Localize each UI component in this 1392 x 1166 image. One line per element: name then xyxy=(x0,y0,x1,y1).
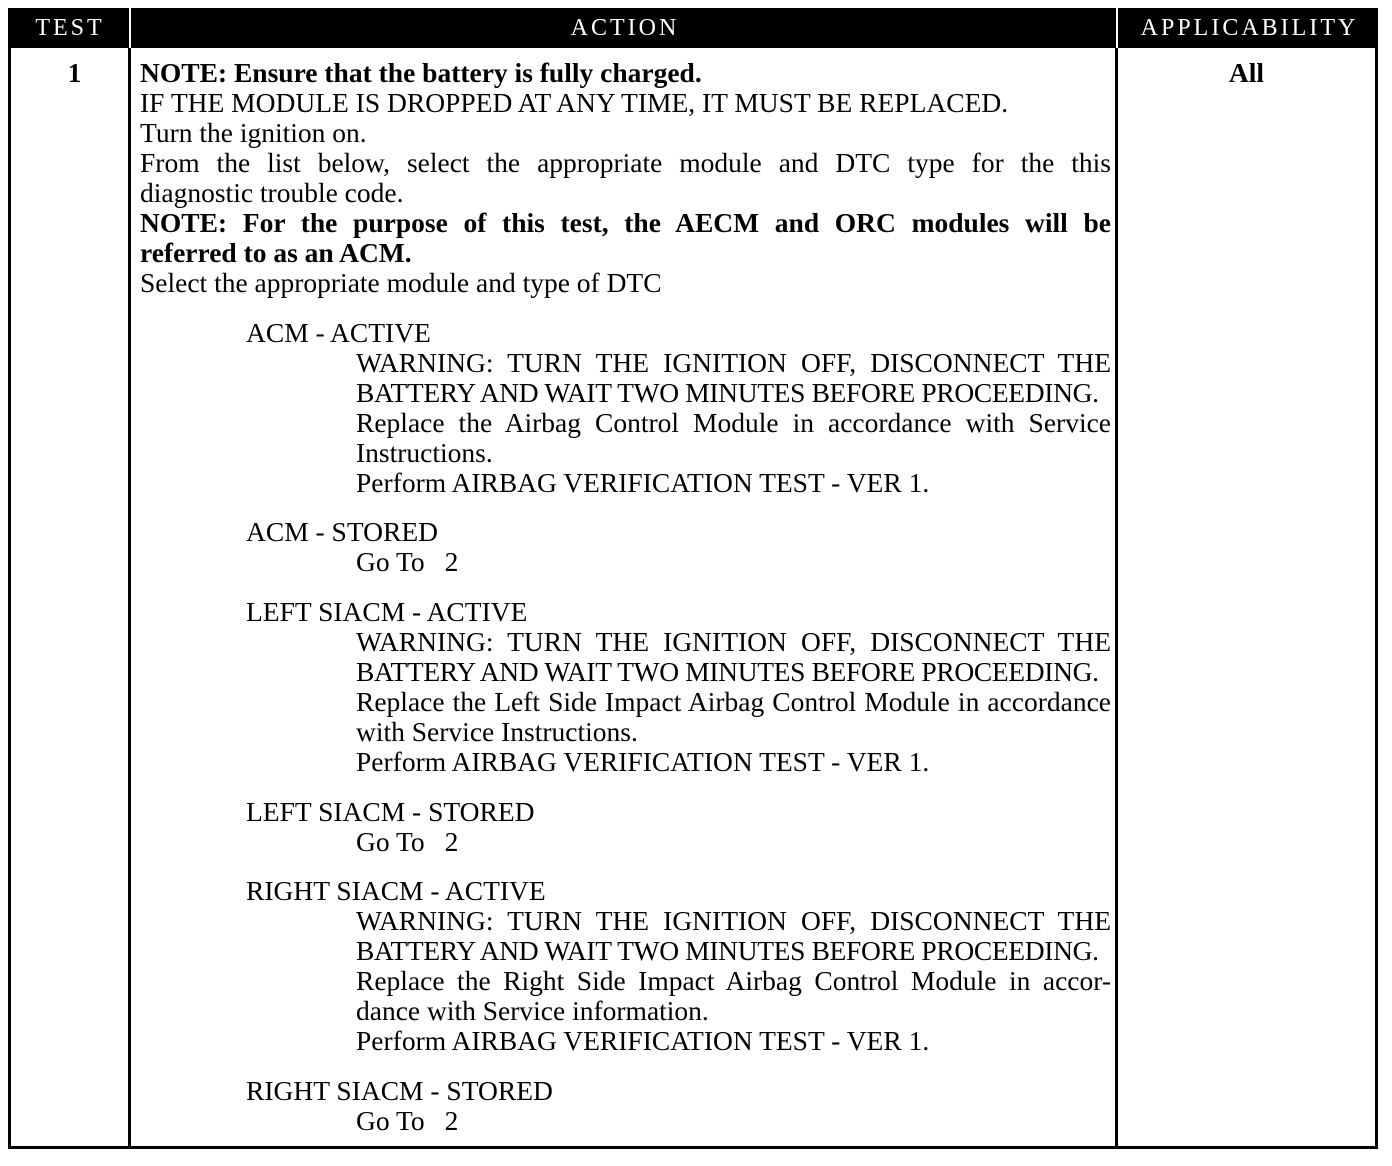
module-dropped-warning: IF THE MODULE IS DROPPED AT ANY TIME, IT MUST BE REPLACED. xyxy=(140,87,1009,118)
goto-test-number: 2 xyxy=(444,546,459,578)
header-test: TEST xyxy=(8,8,129,48)
ignition-on-step: Turn the ignition on. xyxy=(140,117,367,148)
table-row xyxy=(8,48,1378,1149)
warning-line: WARNING: TURN THE IGNITION OFF, DISCONNECT THE xyxy=(356,626,1111,658)
select-dtc-type-instruction: Select the appropriate module and type of DTC xyxy=(140,267,662,298)
test-number: 1 xyxy=(67,57,82,88)
goto-step xyxy=(356,547,1111,577)
header-applicability: APPLICABILITY xyxy=(1118,8,1378,48)
dtc-option-left-siacm-active xyxy=(140,597,1111,777)
option-label: LEFT SIACM - STORED xyxy=(246,795,535,827)
dtc-option-right-siacm-stored xyxy=(140,1076,1111,1136)
warning-line: WARNING: TURN THE IGNITION OFF, DISCONNECT THE xyxy=(356,905,1111,937)
dtc-option-acm-stored xyxy=(140,517,1111,577)
select-module-instruction: From the list below, select the appropriate module and DTC type for the this xyxy=(140,147,1111,178)
goto-test-number: 2 xyxy=(444,1105,459,1137)
option-label: ACM - STORED xyxy=(246,516,439,548)
note-acm-definition-cont: referred to as an ACM. xyxy=(140,237,412,268)
goto-test-number: 2 xyxy=(444,825,459,857)
replace-module-step: Replace the Airbag Control Module in accordance with Service xyxy=(356,406,1111,438)
replace-module-step-cont: with Service Instructions. xyxy=(356,716,638,748)
table-header-row xyxy=(8,8,1378,48)
option-label: RIGHT SIACM - STORED xyxy=(246,1075,553,1107)
select-module-instruction-cont: diagnostic trouble code. xyxy=(140,177,404,208)
note-acm-definition: NOTE: For the purpose of this test, the AECM and ORC modules will be xyxy=(140,207,1111,238)
header-action: ACTION xyxy=(131,8,1116,48)
goto-label: Go To xyxy=(356,825,425,857)
warning-line-cont: BATTERY AND WAIT TWO MINUTES BEFORE PROCEEDING. xyxy=(356,656,1099,688)
note-battery-charged: NOTE: Ensure that the battery is fully charged. xyxy=(140,57,702,88)
replace-module-step: Replace the Left Side Impact Airbag Control Module in accordance xyxy=(356,686,1111,718)
warning-line-cont: BATTERY AND WAIT TWO MINUTES BEFORE PROCEEDING. xyxy=(356,935,1099,967)
replace-module-step-cont: dance with Service information. xyxy=(356,995,709,1027)
applicability-cell xyxy=(1118,48,1375,1146)
applicability-value: All xyxy=(1228,57,1265,88)
perform-verification-step: Perform AIRBAG VERIFICATION TEST - VER 1. xyxy=(356,1025,930,1057)
dtc-option-left-siacm-stored xyxy=(140,797,1111,857)
goto-label: Go To xyxy=(356,546,425,578)
goto-step xyxy=(356,827,1111,857)
test-number-cell xyxy=(11,48,128,1146)
goto-step xyxy=(356,1106,1111,1136)
dtc-option-acm-active xyxy=(140,318,1111,498)
option-label: LEFT SIACM - ACTIVE xyxy=(246,596,528,628)
diagnostic-test-table xyxy=(8,8,1378,1149)
replace-module-step: Replace the Right Side Impact Airbag Control Module in accor- xyxy=(356,965,1111,997)
perform-verification-step: Perform AIRBAG VERIFICATION TEST - VER 1. xyxy=(356,466,930,498)
dtc-option-right-siacm-active xyxy=(140,876,1111,1056)
goto-label: Go To xyxy=(356,1105,425,1137)
warning-line: WARNING: TURN THE IGNITION OFF, DISCONNECT THE xyxy=(356,346,1111,378)
perform-verification-step: Perform AIRBAG VERIFICATION TEST - VER 1. xyxy=(356,746,930,778)
option-label: RIGHT SIACM - ACTIVE xyxy=(246,875,546,907)
action-cell xyxy=(128,48,1118,1146)
replace-module-step-cont: Instructions. xyxy=(356,436,493,468)
warning-line-cont: BATTERY AND WAIT TWO MINUTES BEFORE PROCEEDING. xyxy=(356,376,1099,408)
option-label: ACM - ACTIVE xyxy=(246,316,431,348)
